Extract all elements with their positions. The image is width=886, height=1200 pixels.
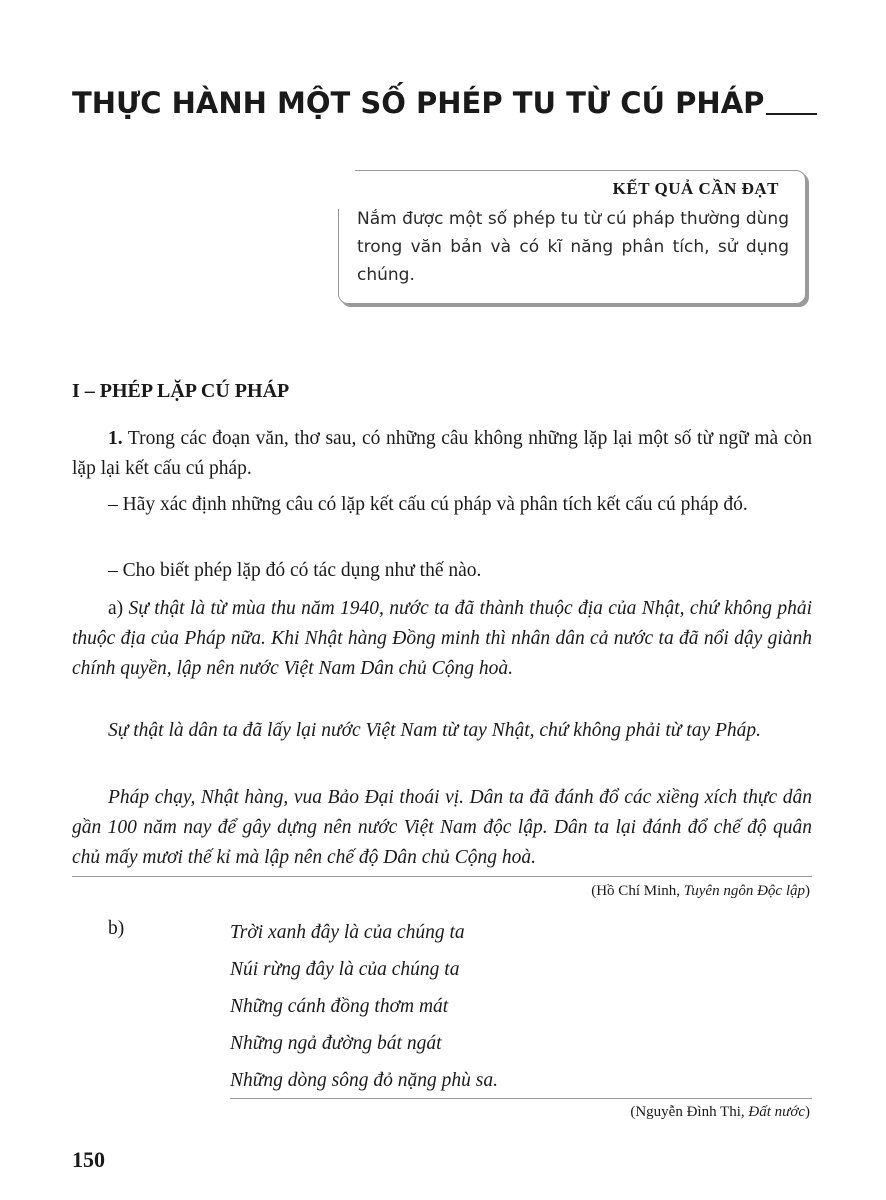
exercise-task-1: – Hãy xác định những câu có lặp kết cấu cú pháp và phân tích kết cấu cú pháp đó. xyxy=(108,494,748,515)
passage-a-paragraph-1 xyxy=(72,594,812,684)
title-row xyxy=(72,76,817,118)
poem-line: Trời xanh đây là của chúng ta xyxy=(230,922,465,943)
poem xyxy=(230,914,498,1099)
citation-a-author: (Hồ Chí Minh, xyxy=(591,883,684,899)
citation-b xyxy=(630,1104,810,1121)
citation-a-work: Tuyên ngôn Độc lập xyxy=(683,883,805,899)
title-underline xyxy=(766,113,817,115)
citation-divider-a xyxy=(72,876,812,877)
section-heading: I – PHÉP LẶP CÚ PHÁP xyxy=(72,380,290,402)
passage-a-paragraph-3: Pháp chạy, Nhật hàng, vua Bảo Đại thoái vị. Dân ta đã đánh đổ các xiềng xích thực dân gần 100 năm nay để gây dựng nên nước Việt Nam độc lập. Dân ta lại đánh đổ chế độ quân chủ mấy mươi thế kỉ mà lập nên chế độ Dân chủ Cộng hoà. xyxy=(72,787,812,868)
citation-a-close: ) xyxy=(805,883,810,899)
exercise-intro-text: Trong các đoạn văn, thơ sau, có những câu không những lặp lại một số từ ngữ mà còn lặp lại kết cấu cú pháp. xyxy=(72,428,812,479)
poem-line: Những dòng sông đỏ nặng phù sa. xyxy=(230,1070,498,1091)
citation-divider-b xyxy=(230,1098,812,1099)
learning-goals-box xyxy=(338,170,806,304)
exercise-task-2: – Cho biết phép lặp đó có tác dụng như thế nào. xyxy=(108,560,482,581)
passage-a-label: a) xyxy=(108,598,129,619)
poem-line: Những ngả đường bát ngát xyxy=(230,1033,442,1054)
page-number: 150 xyxy=(72,1147,105,1172)
poem-line: Những cánh đồng thơm mát xyxy=(230,996,449,1017)
passage-a-paragraph-2: Sự thật là dân ta đã lấy lại nước Việt Nam từ tay Nhật, chứ không phải từ tay Pháp. xyxy=(108,720,762,741)
exercise-number: 1. xyxy=(108,428,123,449)
page-title: THỰC HÀNH MỘT SỐ PHÉP TU TỪ CÚ PHÁP xyxy=(72,86,765,120)
poem-line: Núi rừng đây là của chúng ta xyxy=(230,959,460,980)
goals-heading: KẾT QUẢ CẦN ĐẠT xyxy=(612,179,779,198)
passage-a-p1-text: Sự thật là từ mùa thu năm 1940, nước ta đã thành thuộc địa của Nhật, chứ không phải thuộc địa của Pháp nữa. Khi Nhật hàng Đồng minh thì nhân dân cả nước ta đã nổi dậy giành chính quyền, lập nên nước Việt Nam Dân chủ Cộng hoà. xyxy=(72,598,812,679)
citation-b-work: Đất nước xyxy=(748,1104,805,1120)
passage-b-label: b) xyxy=(108,918,125,939)
exercise-intro xyxy=(72,424,812,484)
citation-b-close: ) xyxy=(805,1104,810,1120)
citation-b-author: (Nguyễn Đình Thi, xyxy=(630,1104,749,1120)
box-corner-cut xyxy=(337,169,355,209)
citation-a xyxy=(591,883,810,900)
goals-text: Nắm được một số phép tu từ cú pháp thường dùng trong văn bản và có kĩ năng phân tích, sử dụng chúng. xyxy=(357,209,789,285)
